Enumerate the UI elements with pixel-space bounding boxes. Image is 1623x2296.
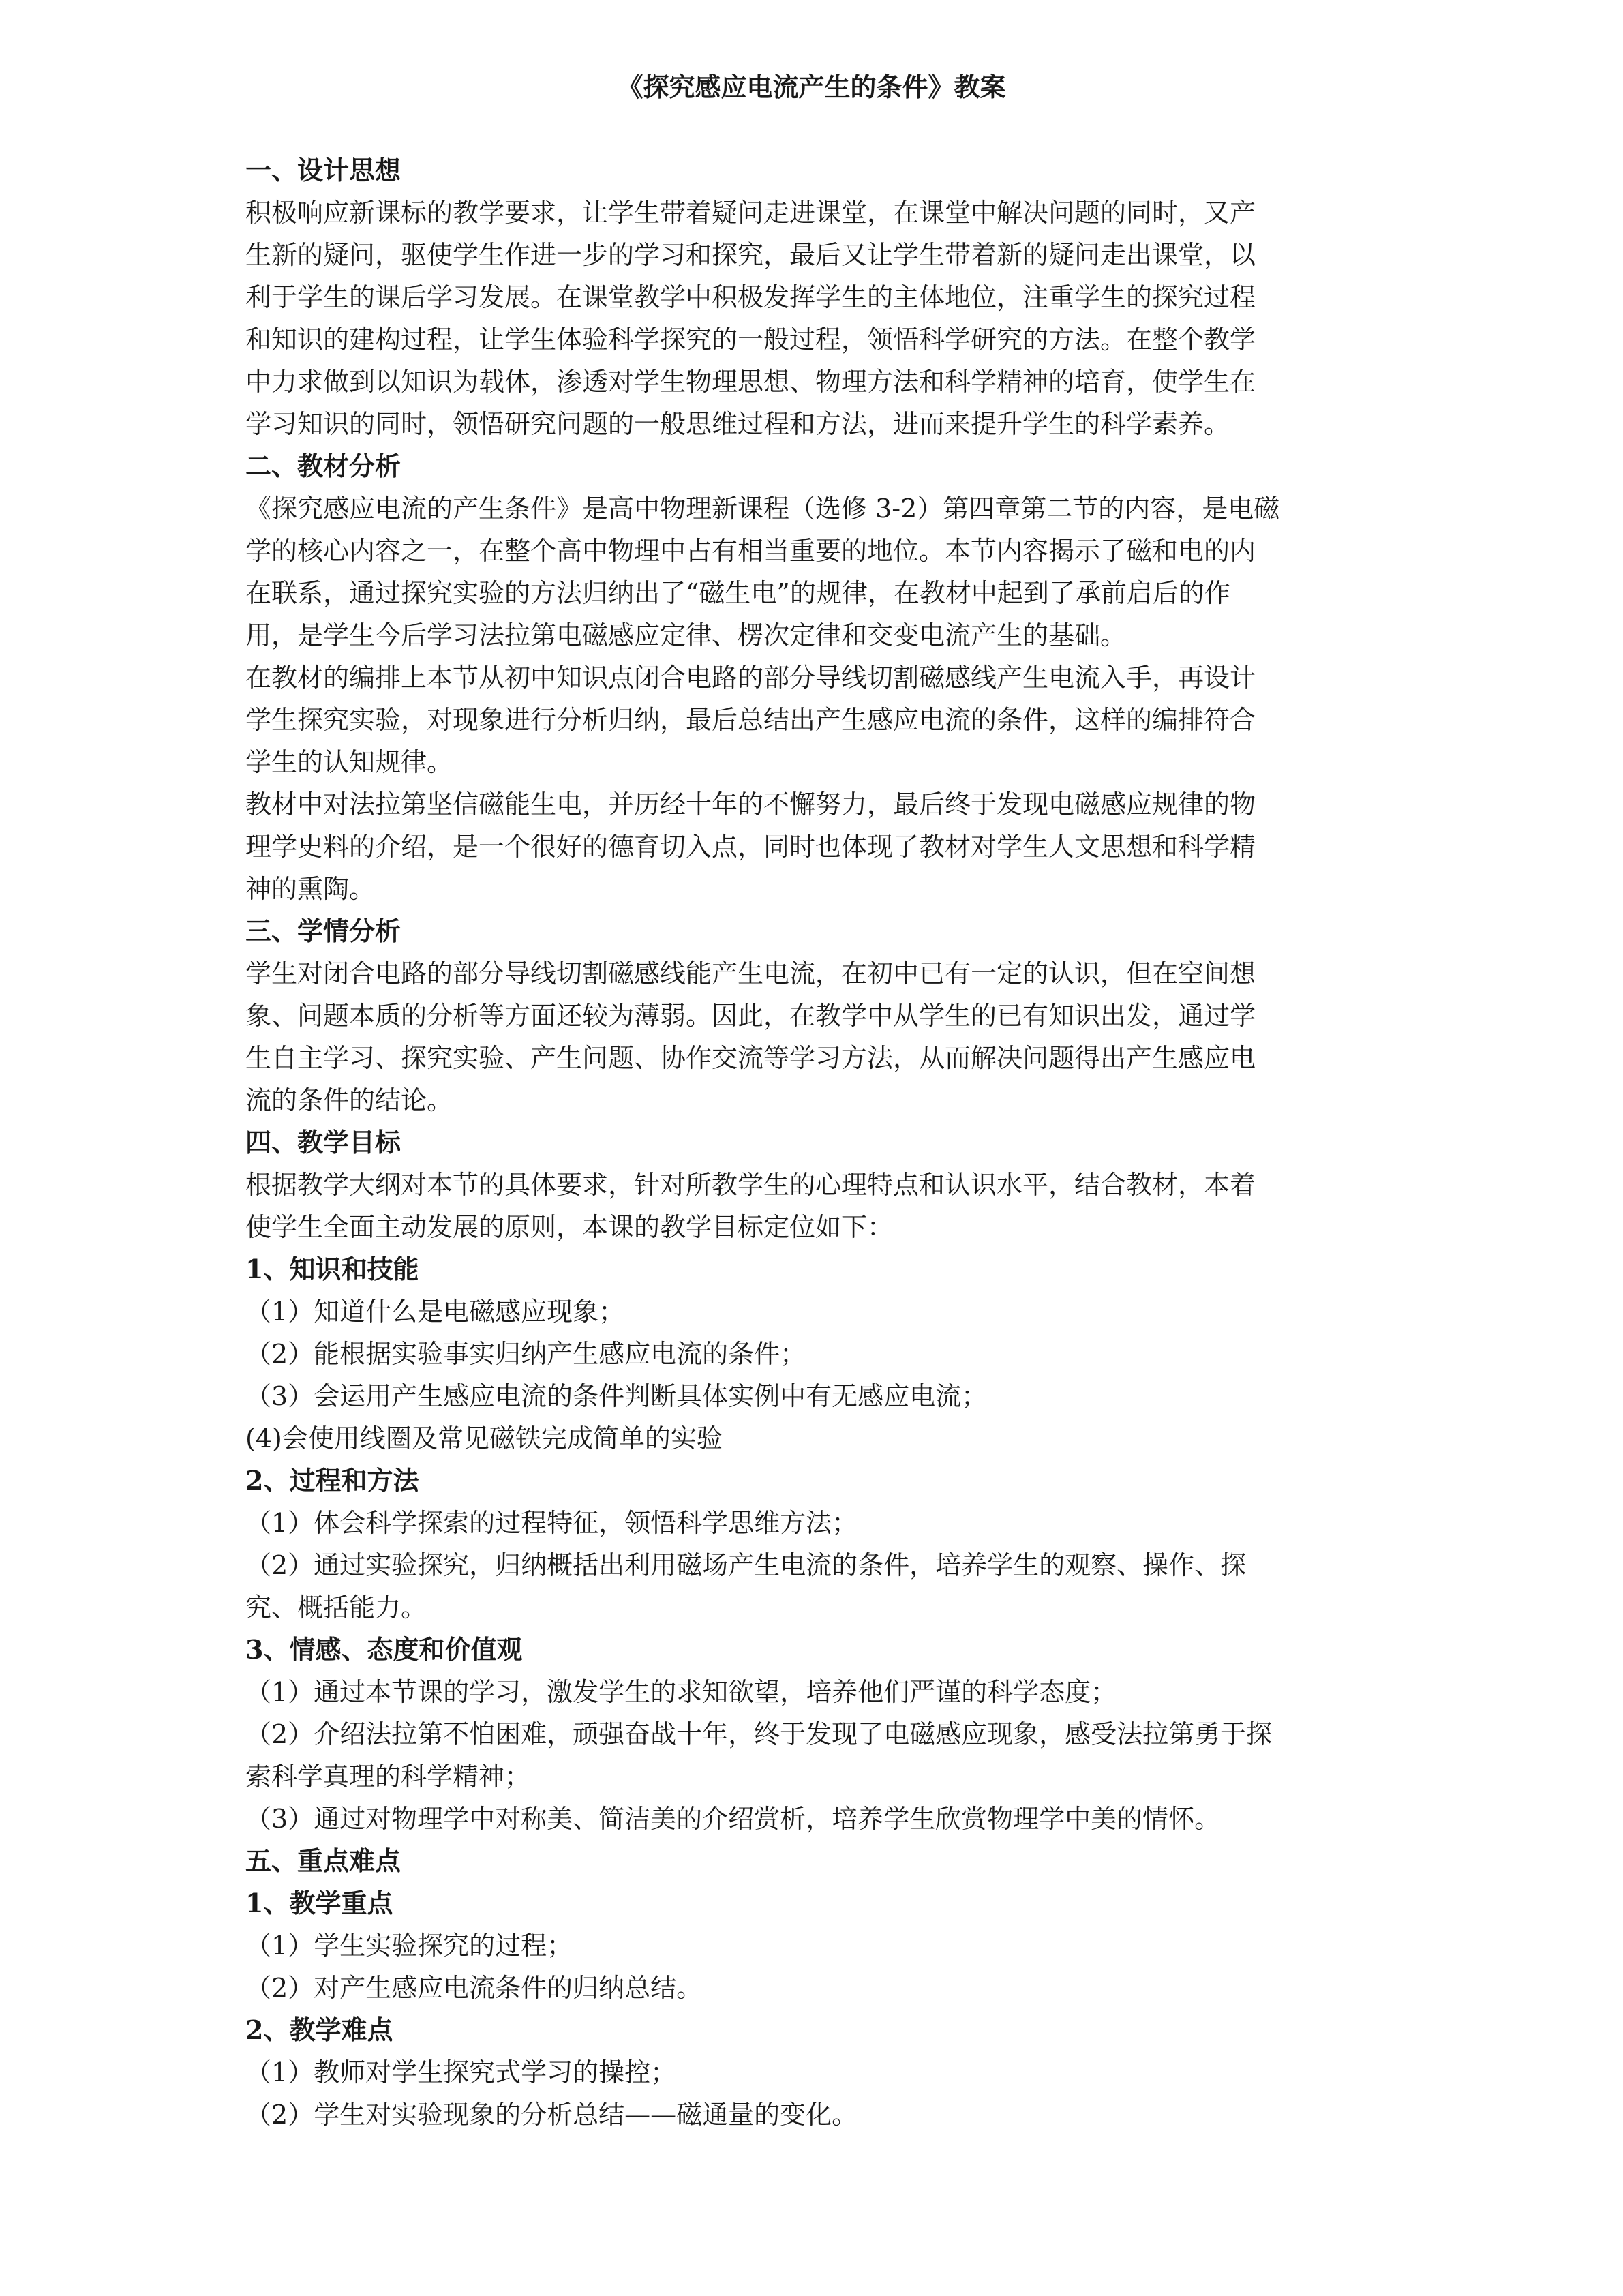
paragraph-line: 使学生全面主动发展的原则，本课的教学目标定位如下：: [245, 1212, 894, 1242]
paragraph-line: 神的熏陶。: [245, 874, 376, 904]
paragraph-line: 《探究感应电流的产生条件》是高中物理新课程（选修 3-2）第四章第二节的内容，是电磁: [245, 494, 1280, 524]
paragraph-line: 流的条件的结论。: [245, 1085, 453, 1115]
paragraph-line: （1）学生实验探究的过程；: [245, 1931, 573, 1961]
section-heading: 1、知识和技能: [245, 1254, 419, 1284]
section-heading: 四、教学目标: [245, 1127, 401, 1158]
paragraph-line: （2）对产生感应电流条件的归纳总结。: [245, 1973, 703, 2003]
paragraph-line: （1）教师对学生探究式学习的操控；: [245, 2057, 677, 2087]
paragraph-line: （2）能根据实验事实归纳产生感应电流的条件；: [245, 1339, 806, 1369]
paragraph-line: 和知识的建构过程，让学生体验科学探究的一般过程，领悟科学研究的方法。在整个教学: [245, 324, 1256, 354]
paragraph-line: 中力求做到以知识为载体，渗透对学生物理思想、物理方法和科学精神的培育，使学生在: [245, 367, 1256, 397]
section-heading: 五、重点难点: [245, 1845, 401, 1876]
paragraph-line: 用，是学生今后学习法拉第电磁感应定律、楞次定律和交变电流产生的基础。: [245, 620, 1127, 650]
paragraph-line: 教材中对法拉第坚信磁能生电，并历经十年的不懈努力，最后终于发现电磁感应规律的物: [245, 789, 1256, 819]
section-heading: 三、学情分析: [245, 916, 401, 946]
paragraph-line: 理学史料的介绍，是一个很好的德育切入点，同时也体现了教材对学生人文思想和科学精: [245, 832, 1256, 862]
paragraph-line: 利于学生的课后学习发展。在课堂教学中积极发挥学生的主体地位，注重学生的探究过程: [245, 282, 1256, 312]
paragraph-line: 积极响应新课标的教学要求，让学生带着疑问走进课堂，在课堂中解决问题的同时，又产: [245, 198, 1256, 228]
document-body: [245, 149, 1391, 2136]
paragraph-line: 究、概括能力。: [245, 1592, 427, 1622]
paragraph-line: 象、问题本质的分析等方面还较为薄弱。因此，在教学中从学生的已有知识出发，通过学: [245, 1001, 1256, 1031]
section-heading: 1、教学重点: [245, 1888, 393, 1918]
paragraph-line: 在联系，通过探究实验的方法归纳出了“磁生电”的规律，在教材中起到了承前启后的作: [245, 578, 1230, 608]
section-heading: 二、教材分析: [245, 451, 401, 481]
document-title: 《探究感应电流产生的条件》教案: [617, 72, 1006, 102]
paragraph-line: （1）通过本节课的学习，激发学生的求知欲望，培养他们严谨的科学态度；: [245, 1677, 1117, 1707]
section-heading: 2、教学难点: [245, 2014, 393, 2045]
paragraph-line: 学生探究实验，对现象进行分析归纳，最后总结出产生感应电流的条件，这样的编排符合: [245, 705, 1256, 735]
section-heading: 2、过程和方法: [245, 1465, 419, 1496]
paragraph-line: (4)会使用线圈及常见磁铁完成简单的实验: [245, 1423, 723, 1453]
section-heading: 3、情感、态度和价值观: [245, 1634, 523, 1665]
paragraph-line: 根据教学大纲对本节的具体要求，针对所教学生的心理特点和认识水平，结合教材，本着: [245, 1170, 1256, 1200]
section-heading: 一、设计思想: [245, 155, 401, 185]
paragraph-line: 学生的认知规律。: [245, 747, 453, 777]
paragraph-line: （1）知道什么是电磁感应现象；: [245, 1297, 625, 1327]
paragraph-line: （3）会运用产生感应电流的条件判断具体实例中有无感应电流；: [245, 1381, 988, 1411]
paragraph-line: （2）介绍法拉第不怕困难，顽强奋战十年，终于发现了电磁感应现象，感受法拉第勇于探: [245, 1719, 1273, 1749]
paragraph-line: （1）体会科学探索的过程特征，领悟科学思维方法；: [245, 1508, 858, 1538]
paragraph-line: 生新的疑问，驱使学生作进一步的学习和探究，最后又让学生带着新的疑问走出课堂，以: [245, 240, 1256, 270]
paragraph-line: （2）学生对实验现象的分析总结——磁通量的变化。: [245, 2100, 858, 2130]
paragraph-line: （3）通过对物理学中对称美、简洁美的介绍赏析，培养学生欣赏物理学中美的情怀。: [245, 1804, 1221, 1834]
paragraph-line: （2）通过实验探究，归纳概括出利用磁场产生电流的条件，培养学生的观察、操作、探: [245, 1550, 1247, 1580]
paragraph-line: 生自主学习、探究实验、产生问题、协作交流等学习方法，从而解决问题得出产生感应电: [245, 1043, 1256, 1073]
paragraph-line: 学习知识的同时，领悟研究问题的一般思维过程和方法，进而来提升学生的科学素养。: [245, 409, 1230, 439]
paragraph-line: 学的核心内容之一，在整个高中物理中占有相当重要的地位。本节内容揭示了磁和电的内: [245, 536, 1256, 566]
paragraph-line: 索科学真理的科学精神；: [245, 1762, 531, 1792]
paragraph-line: 学生对闭合电路的部分导线切割磁感线能产生电流，在初中已有一定的认识，但在空间想: [245, 958, 1256, 988]
paragraph-line: 在教材的编排上本节从初中知识点闭合电路的部分导线切割磁感线产生电流入手，再设计: [245, 663, 1256, 693]
